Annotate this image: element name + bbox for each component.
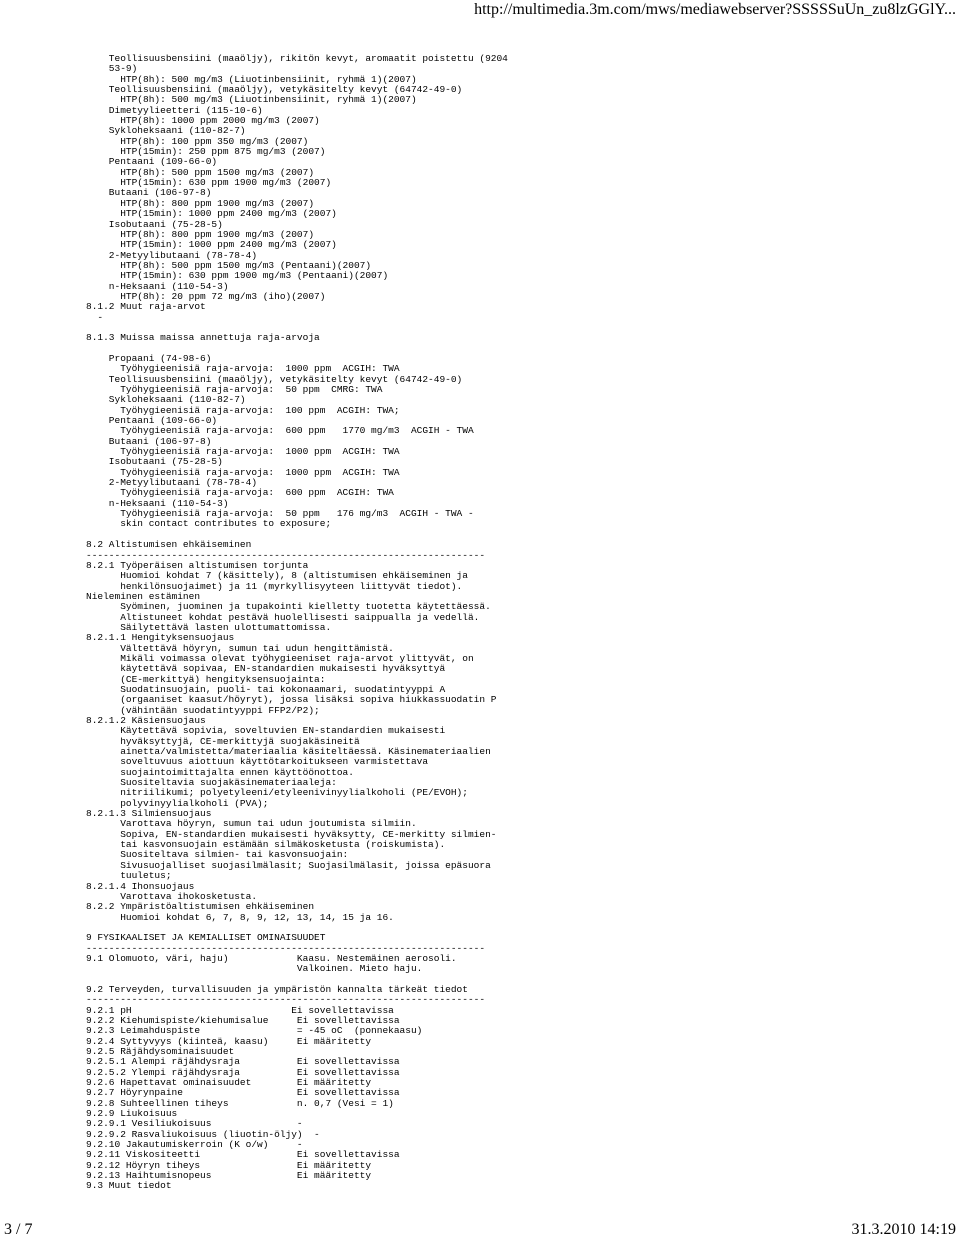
document-line: Sopiva, EN-standardien mukaisesti hyväksytty, CE-merkitty silmien- <box>86 828 497 840</box>
document-line: Varottava ihokosketusta. <box>86 890 258 902</box>
document-line: HTP(15min): 630 ppm 1900 mg/m3 (Pentaani)(2007) <box>86 270 389 282</box>
document-line: HTP(15min): 250 ppm 875 mg/m3 (2007) <box>86 146 326 158</box>
document-line: 8.1.3 Muissa maissa annettuja raja-arvoja <box>86 332 320 344</box>
document-line: 9.2.2 Kiehumispiste/kiehumisalue Ei sovellettavissa <box>86 1014 400 1026</box>
document-line: ---------------------------------------------------------------------- <box>86 994 486 1006</box>
document-line: Työhygieenisiä raja-arvoja: 600 ppm ACGIH: TWA <box>86 487 394 499</box>
document-body <box>86 54 906 1192</box>
document-line: suojaintoimittajalta ennen käyttöönottoa. <box>86 766 354 778</box>
document-line: 8.2.1.4 Ihonsuojaus <box>86 880 195 892</box>
document-line: ---------------------------------------------------------------------- <box>86 549 486 561</box>
document-line: Suodatinsuojain, puoli- tai kokonaamari, suodatintyyppi A <box>86 683 446 695</box>
document-line: Isobutaani (75-28-5) <box>86 218 223 230</box>
document-line: ainetta/valmistetta/materiaalia käsiteltäessä. Käsinemateriaalien <box>86 746 491 758</box>
document-line: 9.2.5 Räjähdysominaisuudet <box>86 1046 235 1057</box>
document-line: skin contact contributes to exposure; <box>86 518 332 530</box>
document-line: 8.2.1.1 Hengityksensuojaus <box>86 632 235 644</box>
document-line: Työhygieenisiä raja-arvoja: 1000 ppm ACGIH: TWA <box>86 363 400 375</box>
document-line: HTP(8h): 100 ppm 350 mg/m3 (2007) <box>86 135 309 147</box>
document-line: 2-Metyylibutaani (78-78-4) <box>86 249 258 261</box>
source-url: http://multimedia.3m.com/mws/mediawebserver?SSSSSuUn_zu8lzGGlY... <box>474 1 956 18</box>
document-line: HTP(15min): 1000 ppm 2400 mg/m3 (2007) <box>86 208 337 220</box>
document-line: Pentaani (109-66-0) <box>86 415 218 427</box>
document-line: 53-9) <box>86 63 138 75</box>
document-line: nitriilikumi; polyetyleeni/etyleenivinyylialkoholi (PE/EVOH); <box>86 787 468 799</box>
document-line: 9.2.9.1 Vesiliukoisuus - <box>86 1118 303 1130</box>
document-line: (orgaaniset kaasut/höyryt), jossa lisäksi sopiva hiukkassuodatin P <box>86 694 497 706</box>
document-line: 9.2.6 Hapettavat ominaisuudet Ei määritetty <box>86 1077 372 1089</box>
document-line: 9.2.7 Höyrynpaine Ei sovellettavissa <box>86 1087 400 1099</box>
page-number: 3 / 7 <box>4 1221 33 1238</box>
document-line: 8.2.1.2 Käsiensuojaus <box>86 715 206 726</box>
document-line: hyväksyttyjä, CE-merkittyjä suojakäsineitä <box>86 735 360 747</box>
document-line: n-Heksaani (110-54-3) <box>86 280 229 292</box>
document-line: 9.2.4 Syttyvyys (kiinteä, kaasu) Ei määritetty <box>86 1035 372 1047</box>
document-line: Teollisuusbensiini (maaöljy), vetykäsitelty kevyt (64742-49-0) <box>86 84 463 96</box>
document-line: 8.2.2 Ympäristöaltistumisen ehkäiseminen <box>86 901 315 913</box>
document-line: Työhygieenisiä raja-arvoja: 1000 ppm ACGIH: TWA <box>86 446 400 458</box>
document-line: 9.2.1 pH Ei sovellettavissa <box>86 1004 394 1016</box>
document-line: 2-Metyylibutaani (78-78-4) <box>86 477 258 489</box>
document-line: 8.2.1.3 Silmiensuojaus <box>86 808 212 820</box>
document-line: - <box>86 311 104 323</box>
document-line: käytettävä sopivaa, EN-standardien mukaisesti hyväksyttyä <box>86 663 446 675</box>
document-line: Suositeltavia suojakäsinemateriaaleja: <box>86 777 337 789</box>
print-datetime: 31.3.2010 14:19 <box>851 1221 956 1238</box>
document-line: Teollisuusbensiini (maaöljy), vetykäsitelty kevyt (64742-49-0) <box>86 373 463 385</box>
document-line: Suositeltava silmien- tai kasvonsuojain: <box>86 849 349 861</box>
document-line: Pentaani (109-66-0) <box>86 156 218 168</box>
document-line: Työhygieenisiä raja-arvoja: 50 ppm CMRG: TWA <box>86 384 383 395</box>
document-line: HTP(8h): 800 ppm 1900 mg/m3 (2007) <box>86 197 315 209</box>
document-line: Butaani (106-97-8) <box>86 187 212 199</box>
document-line: tai kasvonsuojain estämään silmäkosketusta (roiskumista). <box>86 839 446 851</box>
document-line: HTP(8h): 800 ppm 1900 mg/m3 (2007) <box>86 228 315 240</box>
document-line: HTP(8h): 500 ppm 1500 mg/m3 (Pentaani)(2007) <box>86 259 372 271</box>
document-line: ---------------------------------------------------------------------- <box>86 942 486 954</box>
document-line: HTP(15min): 1000 ppm 2400 mg/m3 (2007) <box>86 239 337 251</box>
document-line: Huomioi kohdat 6, 7, 8, 9, 12, 13, 14, 15 ja 16. <box>86 911 394 923</box>
document-line: 9 FYSIKAALISET JA KEMIALLISET OMINAISUUDET <box>86 932 326 944</box>
document-line: 9.2.10 Jakautumiskerroin (K o/w) - <box>86 1139 303 1151</box>
document-line: Huomioi kohdat 7 (käsittely), 8 (altistumisen ehkäiseminen ja <box>86 570 468 582</box>
document-line: Työhygieenisiä raja-arvoja: 600 ppm 1770 mg/m3 ACGIH - TWA <box>86 425 474 437</box>
document-line: Butaani (106-97-8) <box>86 435 212 447</box>
document-line: 9.2.11 Viskositeetti Ei sovellettavissa <box>86 1149 400 1161</box>
document-line: 9.2.5.2 Ylempi räjähdysraja Ei sovellettavissa <box>86 1066 400 1078</box>
document-line: 9.2.5.1 Alempi räjähdysraja Ei sovellettavissa <box>86 1056 400 1068</box>
document-line: tuuletus; <box>86 870 172 882</box>
document-line: Varottava höyryn, sumun tai udun joutumista silmiin. <box>86 818 417 830</box>
document-line: 9.2.9 Liukoisuus <box>86 1108 178 1120</box>
document-line: 8.1.2 Muut raja-arvot <box>86 301 206 313</box>
document-line: Työhygieenisiä raja-arvoja: 1000 ppm ACGIH: TWA <box>86 466 400 478</box>
document-line: 9.2.9.2 Rasvaliukoisuus (liuotin-öljy) - <box>86 1128 320 1140</box>
document-line: Propaani (74-98-6) <box>86 352 212 364</box>
document-line: Sykloheksaani (110-82-7) <box>86 125 246 137</box>
document-line: n-Heksaani (110-54-3) <box>86 497 229 509</box>
document-line: 8.2 Altistumisen ehkäiseminen <box>86 539 252 551</box>
document-line: polyvinyylialkoholi (PVA); <box>86 797 269 809</box>
document-line: Sykloheksaani (110-82-7) <box>86 394 246 406</box>
document-line: Käytettävä sopivia, soveltuvien EN-standardien mukaisesti <box>86 725 446 737</box>
document-line: Altistuneet kohdat pestävä huolellisesti saippualla ja vedellä. <box>86 611 480 623</box>
document-line: Vältettävä höyryn, sumun tai udun hengittämistä. <box>86 642 394 654</box>
document-line: (vähintään suodatintyyppi FFP2/P2); <box>86 704 320 716</box>
document-line: Isobutaani (75-28-5) <box>86 456 223 468</box>
document-line: HTP(15min): 630 ppm 1900 mg/m3 (2007) <box>86 177 332 189</box>
document-line: HTP(8h): 20 ppm 72 mg/m3 (iho)(2007) <box>86 290 326 302</box>
document-line: 9.2.13 Haihtumisnopeus Ei määritetty <box>86 1170 372 1182</box>
document-line: 9.2.8 Suhteellinen tiheys n. 0,7 (Vesi = 1) <box>86 1097 394 1109</box>
document-line: 8.2.1 Työperäisen altistumisen torjunta <box>86 559 309 571</box>
document-line: 9.2.3 Leimahduspiste = -45 oC (ponnekaasu) <box>86 1025 423 1037</box>
document-line: 9.2 Terveyden, turvallisuuden ja ympäristön kannalta tärkeät tiedot <box>86 983 468 995</box>
document-line: Syöminen, juominen ja tupakointi kielletty tuotetta käytettäessä. <box>86 601 491 613</box>
document-line: (CE-merkittyä) hengityksensuojainta: <box>86 673 326 685</box>
document-line: 9.2.12 Höyryn tiheys Ei määritetty <box>86 1159 372 1171</box>
document-line: 9.3 Muut tiedot <box>86 1180 172 1192</box>
document-line: HTP(8h): 500 ppm 1500 mg/m3 (2007) <box>86 166 315 178</box>
document-line: henkilönsuojaimet) ja 11 (myrkyllisyyteen liittyvät tiedot). <box>86 580 463 592</box>
document-line: Sivusuojalliset suojasilmälasit; Suojasilmälasit, joissa epäsuora <box>86 859 491 871</box>
document-line: Dimetyylieetteri (115-10-6) <box>86 104 263 116</box>
document-line: Säilytettävä lasten ulottumattomissa. <box>86 621 332 633</box>
document-line: Teollisuusbensiini (maaöljy), rikitön kevyt, aromaatit poistettu (9204 <box>86 53 508 64</box>
document-line: Nieleminen estäminen <box>86 590 201 602</box>
document-line: Työhygieenisiä raja-arvoja: 100 ppm ACGIH: TWA; <box>86 404 400 416</box>
document-line: HTP(8h): 500 mg/m3 (Liuotinbensiinit, ryhmä 1)(2007) <box>86 73 417 85</box>
document-line: Mikäli voimassa olevat työhygieeniset raja-arvot ylittyvät, on <box>86 652 474 664</box>
document-line: Valkoinen. Mieto haju. <box>86 963 423 975</box>
document-line: HTP(8h): 1000 ppm 2000 mg/m3 (2007) <box>86 115 320 127</box>
document-line: Työhygieenisiä raja-arvoja: 50 ppm 176 mg/m3 ACGIH - TWA - <box>86 508 474 520</box>
document-line: soveltuvuus aiottuun käyttötarkoitukseen varmistettava <box>86 756 429 768</box>
document-line: HTP(8h): 500 mg/m3 (Liuotinbensiinit, ryhmä 1)(2007) <box>86 94 417 106</box>
document-line: 9.1 Olomuoto, väri, haju) Kaasu. Nestemäinen aerosoli. <box>86 952 457 964</box>
